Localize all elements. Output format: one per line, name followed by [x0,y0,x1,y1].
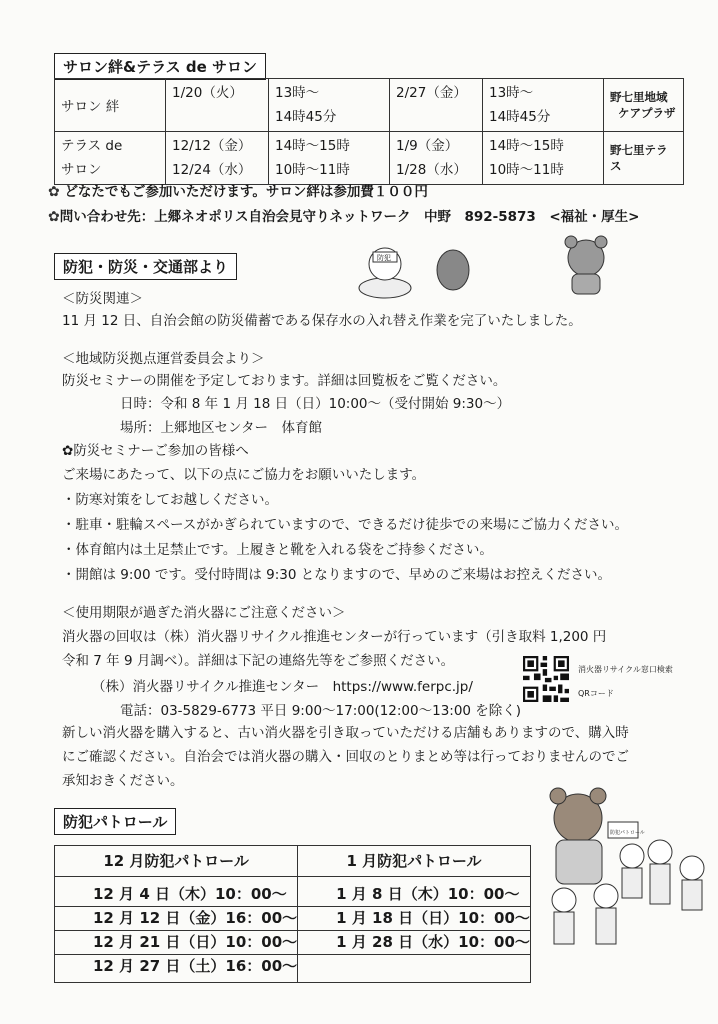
patrol-car-icon [355,240,475,302]
bullet-item: ・開館は 9:00 です。受付時間は 9:30 となりますので、早めのご来場はお控えください。 [62,567,611,583]
flower-icon: ✿ [48,209,60,225]
bear-mascot-icon [556,234,616,296]
qr-code-icon[interactable] [523,656,569,702]
qr-label: QRコード [578,689,614,698]
terrace-times1: 14時〜15時 10時〜11時 [269,132,390,185]
patrol-table [54,845,531,983]
patrol-col-jan: 1 月防犯パトロール [298,846,531,877]
terrace-times2: 14時〜15時 10時〜11時 [483,132,604,185]
bosai-h4: ＜使用期限が過ぎた消火器にご注意ください＞ [62,605,346,621]
bosai-p4b: 令和 7 年 9 月調べ）。詳細は下記の連絡先等をご参照ください。 [62,653,455,669]
bosai-p1: 11 月 12 日、自治会館の防災備蓄である保存水の入れ替え作業を完了いたしました。 [62,313,582,329]
bosai-p3: ご来場にあたって、以下の点にご協力をお願いいたします。 [62,467,426,483]
salon-name: サロン 絆 [55,79,166,132]
qr-caption: 消火器リサイクル窓口検索 [578,665,673,674]
salon-place: 野七里地域 ケアプラザ [604,79,684,132]
terrace-place: 野七里テラス [604,132,684,185]
recycle-center: （株）消火器リサイクル推進センター https://www.ferpc.jp/ [92,679,473,695]
salon-date2: 2/27（金） [390,79,483,132]
salon-title: サロン絆&テラス de サロン [54,53,266,80]
salon-time2: 13時〜 14時45分 [483,79,604,132]
bosai-h1: ＜防災関連＞ [62,291,143,307]
bosai-p2: 防災セミナーの開催を予定しております。詳細は回覧板をご覧ください。 [62,373,507,389]
terrace-dates1: 12/12（金） 12/24（水） [166,132,269,185]
flower-icon: ✿ [48,184,60,200]
table-row: 12 月 4 日（木）10：00〜 1 月 8 日（木）10：00〜 [55,877,531,907]
terrace-dates2: 1/9（金） 1/28（水） [390,132,483,185]
flower-icon: ✿ [62,443,74,459]
seminar-date: 日時：令和 8 年 1 月 18 日（日）10:00〜（受付開始 9:30〜） [120,396,511,412]
salon-note1: ✿ どなたでもご参加いただけます。サロン絆は参加費１００円 [48,184,428,200]
bosai-p5c: 承知おきください。 [62,773,184,789]
patrol-sign-label: 防犯パトロール [610,830,645,836]
bosai-p4a: 消火器の回収は（株）消火器リサイクル推進センターが行っています（引き取料 1,200 円 [62,629,607,645]
seminar-place: 場所：上郷地区センター 体育館 [120,420,322,436]
salon-table [54,78,684,185]
terrace-name: テラス de サロン [55,132,166,185]
badge-label: 防犯 [377,254,391,262]
patrol-mascot-illustration [520,782,710,952]
bosai-p5a: 新しい消火器を購入すると、古い消火器を引き取っていただける店舗もありますので、購入時 [62,725,629,741]
recycle-tel: 電話：03-5829-6773 平日 9:00〜17:00(12:00〜13:00 を除く) [120,703,522,719]
bosai-h2: ＜地域防災拠点運営委員会より＞ [62,351,265,367]
patrol-col-dec: 12 月防犯パトロール [55,846,298,877]
bullet-item: ・防寒対策をしてお越しください。 [62,492,278,508]
bullet-item: ・体育館内は土足禁止です。上履きと靴を入れる袋をご持参ください。 [62,542,493,558]
salon-date1: 1/20（火） [166,79,269,132]
patrol-title: 防犯パトロール [54,808,176,835]
table-row: 12 月 21 日（日）10：00〜 1 月 28 日（水）10：00〜 [55,931,531,955]
bullet-item: ・駐車・駐輪スペースがかぎられていますので、できるだけ徒歩での来場にご協力ください。 [62,517,629,533]
table-row: 12 月 27 日（土）16：00〜 [55,955,531,983]
bosai-p5b: にご確認ください。自治会では消火器の購入・回収のとりまとめ等は行っておりませんのでご [62,749,629,765]
bosai-h3: ✿防災セミナーご参加の皆様へ [62,443,249,459]
salon-time1: 13時〜 14時45分 [269,79,390,132]
table-row: 12 月 12 日（金）16：00〜 1 月 18 日（日）10：00〜 [55,907,531,931]
bosai-title: 防犯・防災・交通部より [54,253,237,280]
salon-note2: ✿問い合わせ先：上郷ネオポリス自治会見守りネットワーク 中野 892-5873 <福祉・厚生> [48,209,640,225]
